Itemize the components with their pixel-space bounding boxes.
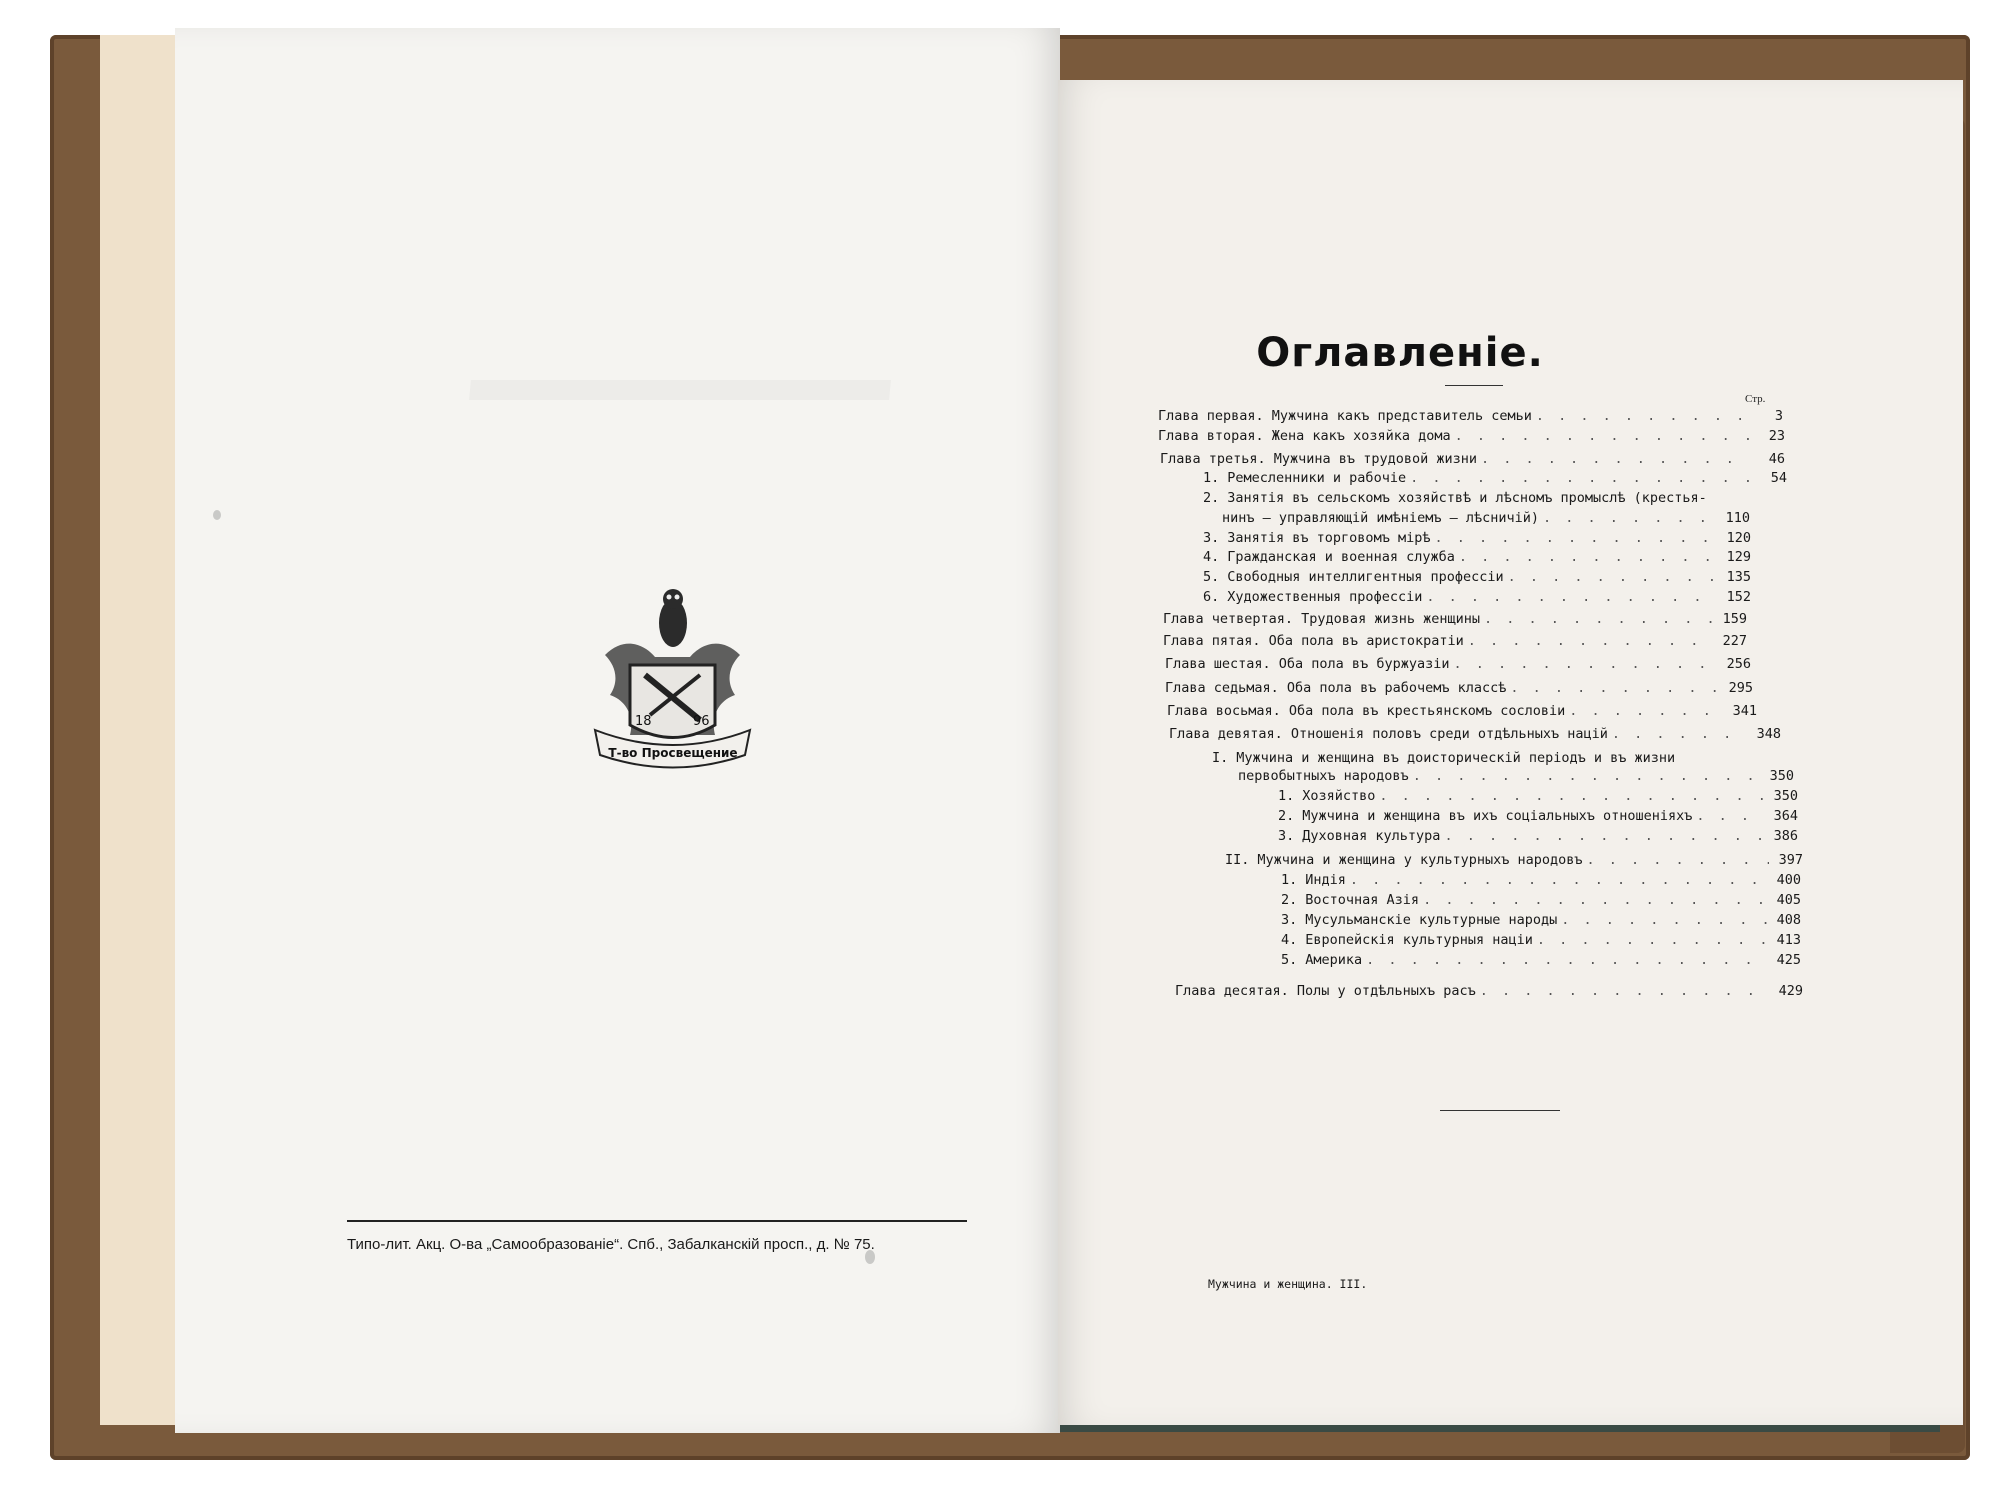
toc-entry-page: 46 [1768,451,1785,467]
toc-leader-dots [1561,912,1767,928]
toc-leader-dots [1543,510,1716,526]
toc-entry [1158,428,1785,448]
emblem-year-left: 18 [635,714,652,729]
toc-leader-dots [1459,549,1717,565]
toc-entry [1175,983,1803,1003]
toc-entry [1165,680,1753,700]
toc-entry-title: Хозяйство [1302,788,1376,804]
toc-entry-title: Глава шестая. Оба пола въ буржуазіи [1165,656,1450,672]
toc-entry [1163,611,1747,631]
toc-leader-dots [1696,808,1764,824]
toc-entry-page: 120 [1726,530,1751,546]
toc-entry [1203,589,1751,609]
toc-entry [1278,828,1798,848]
toc-entry-number: 2. [1278,808,1295,824]
toc-entry-title: Глава восьмая. Оба пола въ крестьянскомъ сословіи [1167,703,1566,719]
toc-entry-page: 54 [1770,470,1787,486]
toc-leader-dots [1481,451,1751,467]
toc-entry-number: 3. [1281,912,1298,928]
toc-entry [1281,892,1801,912]
toc-leader-dots [1508,569,1717,585]
toc-entry-title: Духовная культура [1302,828,1441,844]
toc-leader-dots [1434,530,1717,546]
end-divider [1440,1110,1560,1111]
toc-entry-title: Мужчина и женщина у культурныхъ народовъ [1257,852,1583,868]
toc-entry [1203,549,1751,569]
toc-leader-dots [1413,768,1760,784]
toc-entry-page: 364 [1773,808,1798,824]
toc-leader-dots [1379,788,1764,804]
toc-entry-page: 159 [1722,611,1747,627]
toc-leader-dots [1510,680,1719,696]
emblem-year-right: 96 [693,714,710,729]
toc-entry [1281,912,1801,932]
toc-entry [1163,633,1747,653]
toc-entry-title: Глава десятая. Полы у отдѣльныхъ расъ [1175,983,1476,999]
toc-entry [1225,852,1803,872]
toc-entry-page: 227 [1722,633,1747,649]
toc-entry-number: II. [1225,852,1250,868]
toc-entry-title: нинъ — управляющій имѣніемъ — лѣсничій) [1222,510,1539,526]
page-title: Оглавленіе. [1256,330,1544,376]
toc-entry-page: 425 [1776,952,1801,968]
toc-entry-title: Глава седьмая. Оба пола въ рабочемъ классѣ [1165,680,1507,696]
toc-entry-title: Восточная Азія [1305,892,1420,908]
toc-leader-dots [1480,983,1769,999]
toc-entry-title: Глава первая. Мужчина какъ представитель семьи [1158,408,1532,424]
toc-entry [1160,451,1785,471]
toc-entry-title: Европейскія культурныя націи [1305,932,1533,948]
printer-imprint: Типо-лит. Акц. О-ва „Самообразованіе“. Спб., Забалканскій просп., д. № 75. [347,1220,967,1253]
toc-entry-title: Глава вторая. Жена какъ хозяйка дома [1158,428,1451,444]
toc-entry-title: Гражданская и военная служба [1227,549,1455,565]
toc-entry-title: Занятія въ торговомъ мірѣ [1227,530,1431,546]
emblem-motto: Т-во Просвещение [608,746,738,760]
toc-leader-dots [1569,703,1723,719]
toc-entry-page: 405 [1776,892,1801,908]
toc-entry-page: 413 [1776,932,1801,948]
toc-leader-dots [1537,932,1767,948]
toc-entry-number: 5. [1203,569,1220,585]
toc-entry [1165,656,1751,676]
toc-entry-number: 2. [1203,490,1220,506]
toc-entry-title: первобытныхъ народовъ [1238,768,1409,784]
toc-entry [1158,408,1783,428]
toc-entry [1278,788,1798,808]
toc-entry-page: 386 [1773,828,1798,844]
toc-entry [1169,726,1781,746]
toc-entry-page: 295 [1728,680,1753,696]
toc-entry-page: 429 [1778,983,1803,999]
toc-entry-page: 3 [1774,408,1783,424]
signature-footer: Мужчина и женщина. III. [1208,1277,1368,1291]
toc-entry-page: 348 [1756,726,1781,742]
toc-entry [1278,808,1798,828]
toc-entry-page: 341 [1732,703,1757,719]
toc-entry [1281,952,1801,972]
toc-leader-dots [1366,952,1767,968]
toc-leader-dots [1426,589,1717,605]
toc-entry-title: Мужчина и женщина въ ихъ соціальныхъ отношеніяхъ [1302,808,1693,824]
toc-leader-dots [1350,872,1767,888]
toc-entry-title: Мусульманскіе культурные народы [1305,912,1558,928]
toc-entry [1222,510,1750,530]
toc-entry [1281,932,1801,952]
toc-entry-title: Индія [1305,872,1346,888]
toc-entry-page: 400 [1776,872,1801,888]
toc-entry-page: 110 [1725,510,1750,526]
toc-entry [1167,703,1757,723]
toc-leader-dots [1455,428,1751,444]
toc-entry-title: Художественныя профессіи [1227,589,1423,605]
toc-entry-number: 5. [1281,952,1298,968]
toc-entry-title: Ремесленники и рабочіе [1227,470,1407,486]
toc-leader-dots [1484,611,1713,627]
toc-entry-title: Занятія въ сельскомъ хозяйствѣ и лѣсномъ промыслѣ (крестья- [1227,490,1707,506]
toc-entry-page: 350 [1773,788,1798,804]
toc-entry [1203,470,1787,490]
toc-entry-page: 129 [1726,549,1751,565]
toc-entry-page: 256 [1726,656,1751,672]
toc-entry [1281,872,1801,892]
toc-entry-title: Глава третья. Мужчина въ трудовой жизни [1160,451,1477,467]
toc-leader-dots [1453,656,1717,672]
toc-entry-number: 1. [1278,788,1295,804]
toc-leader-dots [1587,852,1770,868]
toc-leader-dots [1423,892,1767,908]
toc-entry-page: 135 [1726,569,1751,585]
toc-entry-page: 23 [1768,428,1785,444]
toc-entry-number: I. [1212,750,1229,766]
toc-entry-page: 152 [1726,589,1751,605]
toc-entry [1212,750,1784,770]
toc-entry-page: 408 [1776,912,1801,928]
toc-leader-dots [1612,726,1747,742]
toc-entry-number: 4. [1281,932,1298,948]
toc-entry-number: 2. [1281,892,1298,908]
toc-leader-dots [1444,828,1764,844]
toc-entry-page: 350 [1769,768,1794,784]
toc-entry-title: Свободныя интеллигентныя профессіи [1227,569,1504,585]
toc-entry [1203,490,1787,510]
toc-entry-number: 3. [1203,530,1220,546]
toc-entry-number: 1. [1281,872,1298,888]
toc-entry-title: Глава четвертая. Трудовая жизнь женщины [1163,611,1480,627]
toc-leader-dots [1536,408,1749,424]
toc-entry-title: Америка [1305,952,1363,968]
toc-entry-number: 6. [1203,589,1220,605]
toc-entry-number: 1. [1203,470,1220,486]
toc-leader-dots [1410,470,1753,486]
toc-entry [1203,530,1751,550]
toc-entry-title: Мужчина и женщина въ доисторическій періодъ и въ жизни [1236,750,1676,766]
toc-entry [1238,768,1794,788]
toc-entry-title: Глава пятая. Оба пола въ аристократіи [1163,633,1464,649]
page-column-label: Стр. [1745,393,1766,405]
toc-entry-page: 397 [1778,852,1803,868]
toc-entry [1203,569,1751,589]
toc-entry-title: Глава девятая. Отношенія половъ среди отдѣльныхъ націй [1169,726,1608,742]
toc-entry-number: 4. [1203,549,1220,565]
toc-leader-dots [1468,633,1713,649]
toc-entry-number: 3. [1278,828,1295,844]
